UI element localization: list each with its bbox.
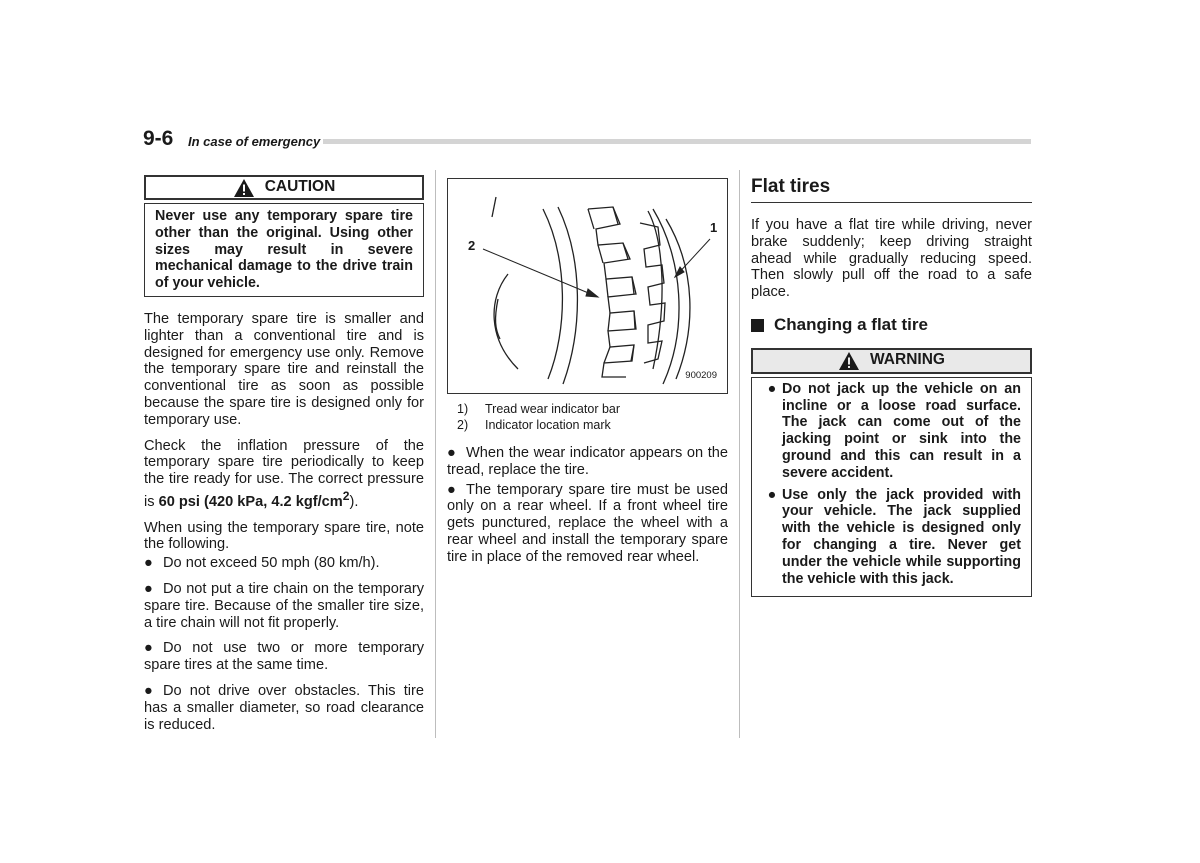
column-divider-1 [435,170,436,738]
bullet-list [447,445,728,566]
tire-tread-figure [447,178,728,394]
callout-1: 1 [710,220,718,235]
inflation-text: Check the inflation pressure of the temporary spare tire periodically to keep the tire ready for use. The correct pressure is [144,437,424,510]
inflation-end: ). [349,493,359,510]
inflation-pressure-value: 60 psi (420 kPa, 4.2 kgf/cm [158,493,343,510]
warning-label: WARNING [870,351,945,369]
list-item: ● Do not exceed 50 mph (80 km/h). [144,555,380,572]
warning-item: ● Use only the jack provided with your vehicle. The jack supplied with the vehicle is designed only for changing a tire. Never get under the vehicle while supporting the vehicle with this jack. [767,486,1021,587]
warning-triangle-icon [233,178,255,198]
paragraph-inflation [144,438,424,511]
list-item: ● The temporary spare tire must be used only on a rear wheel. If a front wheel tire gets punctured, replace the wheel with a rear wheel and install the temporary spare tire in place of the removed rear wheel. [447,481,728,565]
caution-header [144,175,424,200]
caption-item: 1) Tread wear indicator bar [457,402,621,416]
figure-captions [447,401,728,433]
warning-header [751,348,1032,374]
column-1 [144,170,424,742]
tire-tread-illustration [448,179,727,393]
warning-body [751,377,1032,598]
caution-text: Never use any temporary spare tire other than the original. Using other sizes may result in severe mechanical damage to the drive train of your vehicle. [155,208,413,292]
section-title: Flat tires [751,176,1032,203]
list-item: ● Do not drive over obstacles. This tire has a smaller diameter, so road clearance is reduced. [144,682,424,733]
callout-2: 2 [468,238,476,253]
black-square-icon [751,319,764,332]
warning-item: ● Do not jack up the vehicle on an incline or a loose road surface. The jack can come out of the jacking point or sink into the ground and this can result in a severe accident. [767,380,1021,481]
list-item: ● When the wear indicator appears on the tread, replace the tire. [447,445,728,478]
column-2 [447,170,728,575]
figure-id: 900209 [685,370,717,382]
list-item: ● Do not put a tire chain on the temporary spare tire. Because of the smaller tire size, a tire chain will not fit properly. [144,581,424,631]
list-item: ● Do not use two or more temporary spare tires at the same time. [144,640,424,674]
inflation-pressure [158,488,350,510]
intro-paragraph: If you have a flat tire while driving, never brake suddenly; keep driving straight ahead while gradually reducing speed. Then slowly pull off the road to a safe place. [751,217,1032,301]
subheading [751,314,1032,334]
body-text [144,311,424,733]
header-bar [323,139,1031,144]
bullet-list [144,555,424,733]
column-divider-2 [739,170,740,738]
section-name: In case of emergency [188,134,321,149]
page-header [143,124,1031,154]
caution-label: CAUTION [264,178,336,196]
warning-triangle-icon [838,351,860,371]
paragraph-note: When using the temporary spare tire, note the following. [144,519,424,553]
caution-body [144,203,424,297]
inflation-pressure-sup: 2 [342,488,350,503]
page-number: 9-6 [143,127,174,150]
caption-item: 2) Indicator location mark [457,418,611,432]
paragraph-spare-tire: The temporary spare tire is smaller and lighter than a conventional tire and is designed for emergency use only. Remove the temporary spare tire and reinstall the conventional tire as soon as possible because the spare tire is designed only for temporary use. [144,310,424,428]
subheading-text: Changing a flat tire [774,314,928,334]
column-3 [751,170,1032,597]
